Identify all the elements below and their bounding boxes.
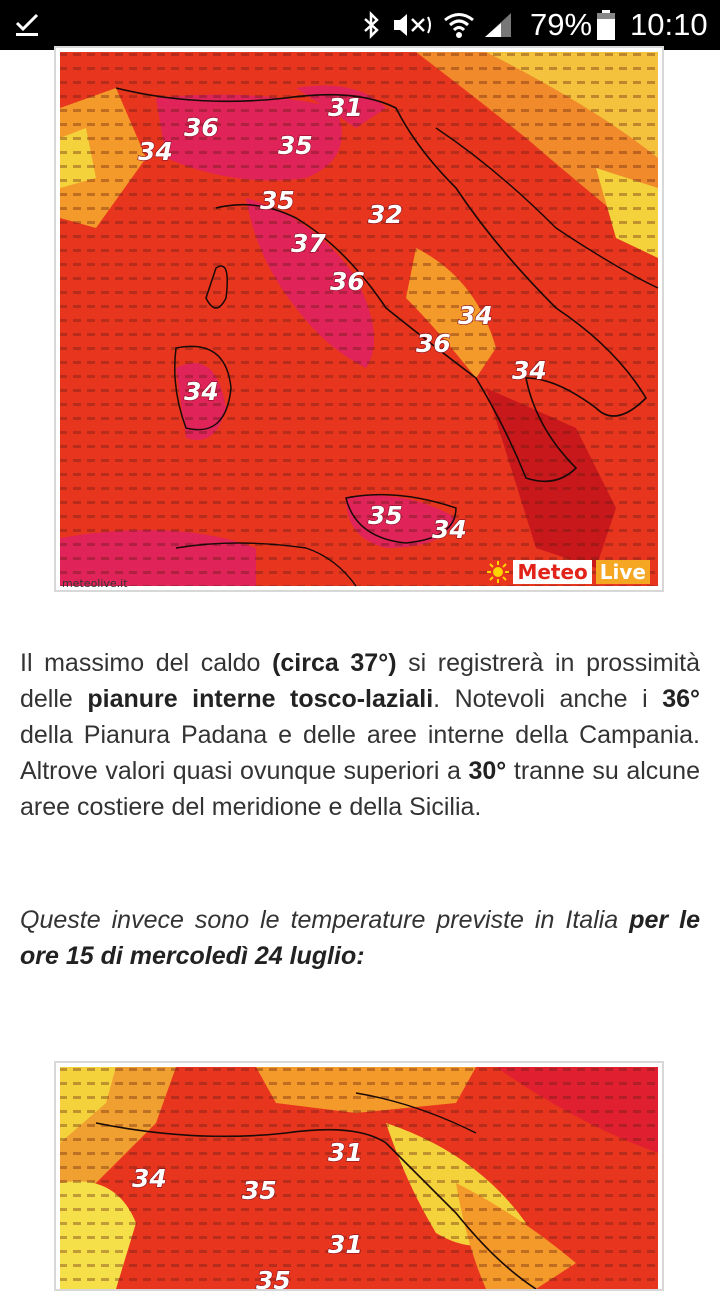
temp-label: 34 bbox=[458, 301, 493, 330]
temp-label: 31 bbox=[328, 93, 363, 122]
temp-label: 31 bbox=[328, 1230, 363, 1259]
download-done-icon bbox=[14, 0, 40, 50]
text-run: si registrerà in prossimità delle bbox=[20, 649, 700, 713]
vibrate-icon bbox=[392, 0, 434, 50]
temp-label: 35 bbox=[242, 1176, 277, 1205]
temp-label: 31 bbox=[328, 1138, 363, 1167]
article-caption bbox=[20, 902, 700, 974]
temperature-map-image bbox=[54, 46, 664, 592]
temp-label: 36 bbox=[184, 113, 219, 142]
signal-icon bbox=[483, 0, 513, 50]
bold-run: 36° bbox=[662, 685, 701, 713]
temp-label: 35 bbox=[260, 186, 295, 215]
brand-live: Live bbox=[596, 560, 650, 584]
clock: 10:10 bbox=[630, 7, 708, 42]
status-bar bbox=[0, 0, 720, 50]
temp-label: 32 bbox=[368, 200, 403, 229]
text-run: . Notevoli anche i bbox=[433, 685, 663, 713]
temp-label: 35 bbox=[368, 501, 403, 530]
article-paragraph bbox=[20, 645, 700, 825]
battery-percent: 79% bbox=[530, 7, 593, 42]
temp-label: 34 bbox=[184, 377, 219, 406]
text-run: Il massimo del caldo bbox=[20, 649, 273, 677]
text-run: Queste invece sono le temperature previste in Italia bbox=[20, 906, 630, 934]
bluetooth-icon bbox=[362, 0, 382, 50]
temp-label: 34 bbox=[432, 515, 467, 544]
temperature-map-image-2 bbox=[54, 1061, 664, 1291]
bold-run: (circa 37°) bbox=[272, 649, 397, 677]
temp-label: 37 bbox=[291, 229, 326, 258]
battery-icon bbox=[596, 0, 616, 50]
map-watermark: meteolive.it bbox=[62, 577, 128, 590]
bold-run: per le ore 15 di mercoledì 24 luglio: bbox=[20, 906, 700, 970]
temp-label: 34 bbox=[138, 137, 173, 166]
temp-label: 34 bbox=[132, 1164, 167, 1193]
wifi-icon bbox=[443, 0, 475, 50]
sun-icon bbox=[487, 561, 509, 583]
meteolive-logo bbox=[487, 560, 650, 584]
text-run: della Pianura Padana e delle aree interne della Campania. Altrove valori quasi ovunque superiori a bbox=[20, 721, 700, 785]
bold-run: pianure interne tosco-laziali bbox=[87, 685, 434, 713]
temp-label: 36 bbox=[330, 267, 365, 296]
bold-run: 30° bbox=[468, 757, 507, 785]
text-run: tranne su alcune aree costiere del meridione e della Sicilia. bbox=[20, 757, 700, 821]
temp-label: 34 bbox=[512, 356, 547, 385]
temp-label: 35 bbox=[256, 1266, 291, 1289]
brand-meteo: Meteo bbox=[513, 560, 591, 584]
temp-label: 35 bbox=[278, 131, 313, 160]
temp-label: 36 bbox=[416, 329, 451, 358]
